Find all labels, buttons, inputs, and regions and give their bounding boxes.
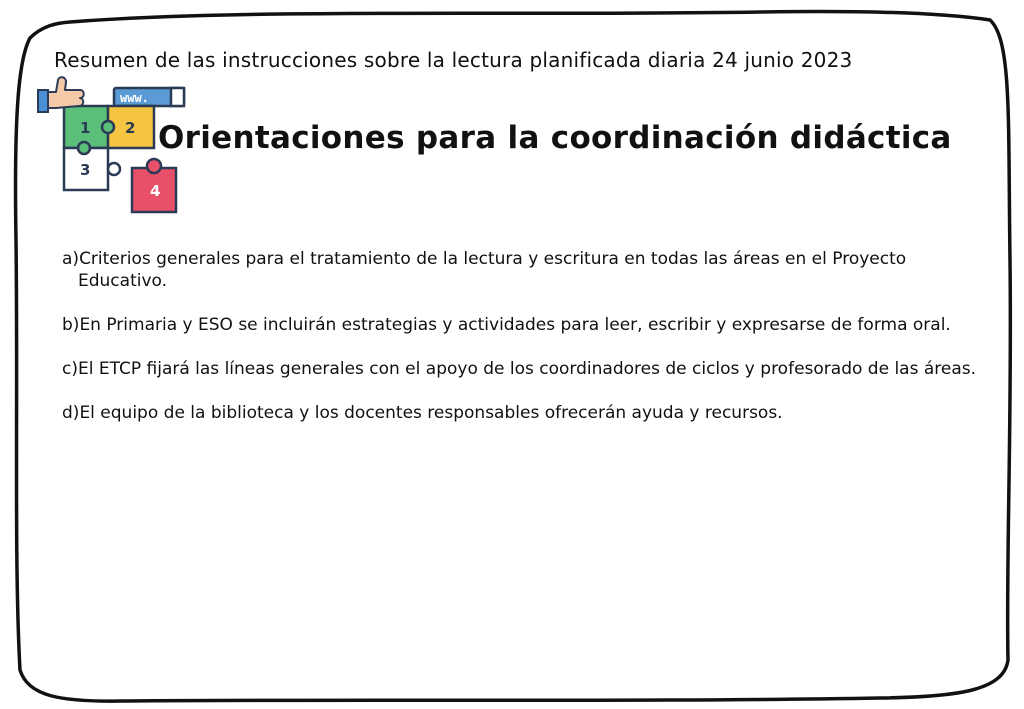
puzzle-number-4: 4 [150, 182, 161, 200]
list-item-text: En Primaria y ESO se incluirán estrategias y actividades para leer, escribir y expresarse de forma oral. [79, 315, 951, 335]
list-item-marker: b) [62, 315, 80, 335]
list-item [62, 248, 982, 292]
list-item-text: Criterios generales para el tratamiento de la lectura y escritura en todas las áreas en el Proyecto Educativo. [78, 249, 907, 291]
list-item [62, 314, 982, 336]
thumbs-up-icon [38, 77, 84, 112]
list-item-marker: a) [62, 249, 80, 269]
url-bar-text: www. [120, 91, 149, 105]
summary-header: Resumen de las instrucciones sobre la lectura planificada diaria 24 junio 2023 [54, 48, 853, 72]
instruction-list [62, 248, 982, 446]
puzzle-number-2: 2 [125, 119, 136, 137]
list-item-text: El equipo de la biblioteca y los docentes responsables ofrecerán ayuda y recursos. [79, 403, 783, 423]
list-item [62, 402, 982, 424]
list-item [62, 358, 982, 380]
list-item-text: El ETCP fijará las líneas generales con el apoyo de los coordinadores de ciclos y profesorado de las áreas. [77, 359, 977, 379]
puzzle-number-3: 3 [80, 161, 91, 179]
page-title: Orientaciones para la coordinación didáctica [158, 120, 952, 156]
puzzle-number-1: 1 [80, 119, 91, 137]
list-item-marker: d) [62, 403, 80, 423]
list-item-marker: c) [62, 359, 78, 379]
